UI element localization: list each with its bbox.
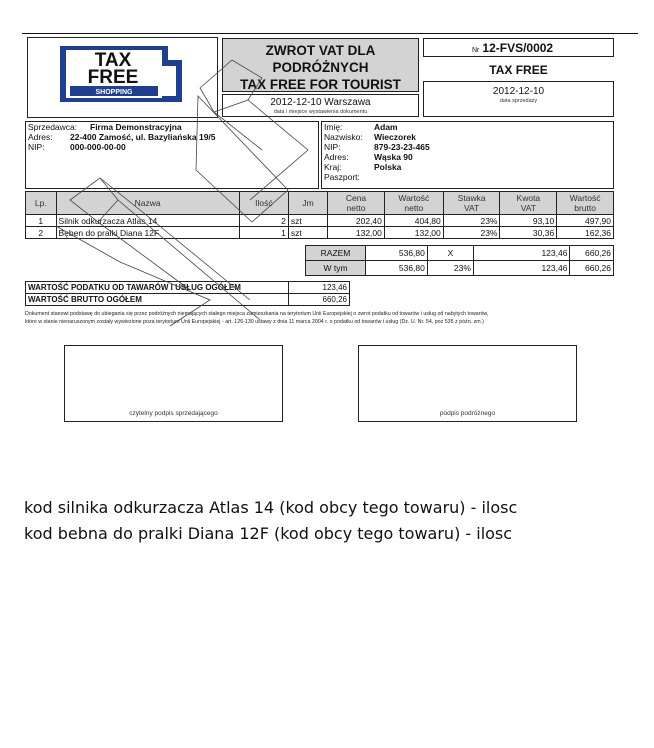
cell-vat: 30,36	[500, 227, 557, 239]
col-price	[328, 192, 385, 215]
seller-label: Sprzedawca:	[28, 122, 78, 132]
col-gross-l1: Wartość	[569, 193, 601, 203]
title-line-3: TAX FREE FOR TOURIST	[240, 77, 401, 92]
col-name: Nazwa	[56, 192, 239, 215]
seller-name: Firma Demonstracyjna	[90, 122, 182, 132]
table-row	[26, 215, 614, 227]
logo-word-3: SHOPPING	[95, 89, 133, 96]
cell-lp: 2	[26, 227, 57, 239]
buyer-row	[322, 162, 613, 172]
col-gross	[557, 192, 614, 215]
cell-qty: 1	[239, 227, 288, 239]
summary-total-rate: X	[427, 246, 473, 261]
col-net	[384, 192, 443, 215]
tax-free-label: TAX FREE	[489, 63, 548, 77]
tax-total-value: 123,46	[289, 282, 350, 294]
summary-incl-row	[306, 261, 614, 276]
buyer-nip-label: NIP:	[324, 142, 341, 152]
gross-total-value: 660,26	[289, 294, 350, 306]
cell-lp: 1	[26, 215, 57, 227]
tax-total-label: WARTOŚĆ PODATKU OD TAWARÓW I USŁUG OGÓŁEM	[26, 282, 289, 294]
col-qty: Ilość	[239, 192, 288, 215]
buyer-row	[322, 152, 613, 162]
cell-unit: szt	[288, 227, 327, 239]
issue-date-caption: data i miejsce wystawienia dokumentu	[273, 109, 368, 115]
tax-total-row	[26, 282, 350, 294]
buyer-nip: 879-23-23-465	[374, 142, 430, 152]
title-line-2: PODRÓŻNYCH	[272, 60, 369, 75]
seller-address: 22-400 Zamość, ul. Bazyliańska 19/5	[70, 132, 216, 142]
legal-line-1: Dokument stanowi podstawę do ubiegania się przez podróżnych niemających stałego miejsca zamieszkania na terytorium Unii Europejskiej o zwrot podatku od towarów i usług od nabytych towarów,	[25, 311, 489, 317]
summary-table	[305, 245, 614, 276]
col-net-l1: Wartość	[398, 193, 430, 203]
document-number-box	[423, 38, 614, 57]
title-line-1: ZWROT VAT DLA	[265, 43, 376, 58]
summary-total-row	[306, 246, 614, 261]
logo-word-2: FREE	[87, 67, 139, 88]
summary-incl-gross: 660,26	[570, 261, 614, 276]
summary-total-label: RAZEM	[306, 246, 366, 261]
cell-unit: szt	[288, 215, 327, 227]
nr-label: Nr	[472, 47, 480, 54]
cell-net: 132,00	[384, 227, 443, 239]
summary-incl-net: 536,80	[366, 261, 428, 276]
seller-box	[25, 121, 319, 189]
summary-incl-vat: 123,46	[473, 261, 570, 276]
gross-total-row	[26, 294, 350, 306]
legal-notice	[25, 311, 617, 326]
summary-incl-label: W tym	[306, 261, 366, 276]
buyer-passport-label: Paszport:	[324, 172, 360, 182]
buyer-firstname: Adam	[374, 122, 398, 132]
seller-signature-box	[64, 345, 283, 422]
sale-date-caption: data sprzedaży	[499, 98, 538, 104]
buyer-box	[321, 121, 614, 189]
buyer-country: Polska	[374, 162, 402, 172]
buyer-address-label: Adres:	[324, 152, 349, 162]
col-gross-l2: brutto	[574, 203, 596, 213]
sale-date-box	[423, 81, 614, 117]
totals-table	[25, 281, 350, 306]
buyer-lastname-label: Nazwisko:	[324, 132, 363, 142]
buyer-row	[322, 122, 613, 132]
cell-name: Silnik odkurzacza Atlas 14	[56, 215, 239, 227]
col-unit: Jm	[288, 192, 327, 215]
tax-free-logo	[56, 42, 186, 106]
cell-rate: 23%	[443, 215, 500, 227]
cell-name: Bęben do pralki Diana 12F	[56, 227, 239, 239]
cell-price: 202,40	[328, 215, 385, 227]
col-price-l2: netto	[346, 203, 366, 213]
col-vat-l2: VAT	[520, 203, 536, 213]
col-price-l1: Cena	[345, 193, 367, 203]
seller-address-label: Adres:	[28, 132, 53, 142]
buyer-lastname: Wieczorek	[374, 132, 416, 142]
document-title-box	[222, 38, 419, 92]
col-vat	[500, 192, 557, 215]
buyer-row	[322, 142, 613, 152]
issue-date: 2012-12-10 Warszawa	[270, 97, 371, 108]
logo-word-1: TAX	[94, 50, 132, 71]
table-row	[26, 227, 614, 239]
cell-net: 404,80	[384, 215, 443, 227]
items-table	[25, 191, 614, 239]
note-line-2: kod bebna do pralki Diana 12F (kod obcy tego towaru) - ilosc	[24, 524, 513, 543]
col-rate-l2: VAT	[463, 203, 480, 213]
summary-total-gross: 660,26	[570, 246, 614, 261]
col-net-l2: netto	[404, 203, 424, 213]
summary-total-vat: 123,46	[473, 246, 570, 261]
note-line-1: kod silnika odkurzacza Atlas 14 (kod obcy tego towaru) - ilosc	[24, 498, 518, 517]
col-lp: Lp.	[26, 192, 57, 215]
cell-vat: 93,10	[500, 215, 557, 227]
cell-price: 132,00	[328, 227, 385, 239]
buyer-country-label: Kraj:	[324, 162, 342, 172]
seller-row	[26, 142, 318, 152]
col-rate	[443, 192, 500, 215]
items-header-row	[26, 192, 614, 215]
cell-gross: 497,90	[557, 215, 614, 227]
traveler-signature-box	[358, 345, 577, 422]
legal-line-2: które w stanie nienaruszonym zostały wywiezione poza terytorium Unii Europejskiej - art. 126-130 ustawy z dnia 11 marca 2004 r. o podatku od towarów i usług (Dz. U. Nr. 54, poz 535 z późn. zm.)	[25, 318, 484, 325]
cell-gross: 162,36	[557, 227, 614, 239]
cell-qty: 2	[239, 215, 288, 227]
buyer-address: Wąska 90	[374, 152, 413, 162]
issue-date-box	[222, 94, 419, 117]
seller-nip-label: NIP:	[28, 142, 45, 152]
gross-total-label: WARTOŚĆ BRUTTO OGÓŁEM	[26, 294, 289, 306]
col-vat-l1: Kwota	[516, 193, 541, 203]
buyer-row	[322, 132, 613, 142]
sale-date: 2012-12-10	[492, 86, 545, 97]
summary-total-net: 536,80	[366, 246, 428, 261]
top-rule	[22, 33, 638, 34]
col-rate-l1: Stawka	[457, 193, 486, 203]
buyer-firstname-label: Imię:	[324, 122, 343, 132]
seller-row	[26, 122, 318, 132]
seller-row	[26, 132, 318, 142]
buyer-row	[322, 172, 613, 182]
traveler-signature-caption: podpis podróżnego	[439, 410, 496, 417]
cell-rate: 23%	[443, 227, 500, 239]
seller-nip: 000-000-00-00	[70, 142, 126, 152]
summary-incl-rate: 23%	[427, 261, 473, 276]
document-number: 12-FVS/0002	[482, 41, 554, 55]
seller-signature-caption: czytelny podpis sprzedającego	[129, 410, 218, 417]
